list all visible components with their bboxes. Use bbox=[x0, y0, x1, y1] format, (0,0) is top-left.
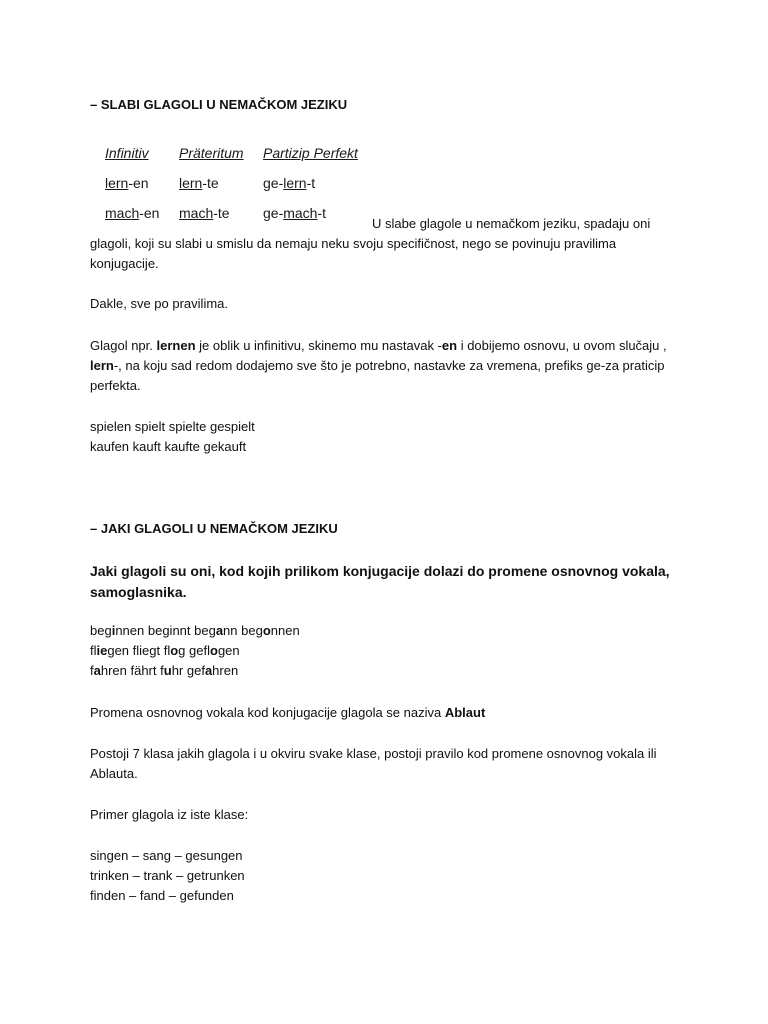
table-header-infinitiv: Infinitiv bbox=[105, 145, 149, 161]
table-cell: lern-en bbox=[105, 175, 149, 191]
table-cell: ge-mach-t bbox=[263, 205, 327, 221]
table-cell: lern-te bbox=[179, 175, 219, 191]
ablaut-example-line: fahren fährt fuhr gefahren bbox=[90, 663, 239, 678]
class-example-line: singen – sang – gesungen bbox=[90, 848, 243, 863]
classes-paragraph: Postoji 7 klasa jakih glagola i u okviru svake klase, postoji pravilo kod promene osnovnog vokala ili Ablauta. bbox=[90, 746, 657, 781]
ablaut-example-line: beginnen beginnt begann begonnen bbox=[90, 623, 300, 638]
paragraph-lernen-example: Glagol npr. lernen je oblik u infinitivu, skinemo mu nastavak -en i dobijemo osnovu, u ovom slučaju , lern-, na koju sad redom dodajemo sve što je potrebno, nastavke za vremena, prefiks ge-za praticip perfekta. bbox=[90, 338, 667, 393]
class-example-line: trinken – trank – getrunken bbox=[90, 868, 245, 883]
table-header-partizip: Partizip Perfekt bbox=[263, 145, 358, 161]
paragraph-rules: Dakle, sve po pravilima. bbox=[90, 296, 228, 311]
class-example-line: finden – fand – gefunden bbox=[90, 888, 234, 903]
table-header-prateritum: Präteritum bbox=[179, 145, 244, 161]
ablaut-example-line: fliegen fliegt flog geflogen bbox=[90, 643, 240, 658]
table-cell: ge-lern-t bbox=[263, 175, 316, 191]
intro-paragraph: glagoli, koji su slabi u smislu da nemaju neku svoju specifičnost, nego se povinuju pravilima konjugacije. bbox=[90, 236, 617, 271]
intro-first-line: U slabe glagole u nemačkom jeziku, spadaju oni bbox=[372, 216, 651, 231]
primer-label: Primer glagola iz iste klase: bbox=[90, 807, 249, 822]
section-heading-strong-verbs: – JAKI GLAGOLI U NEMAČKOM JEZIKU bbox=[90, 521, 338, 536]
table-cell: mach-te bbox=[179, 205, 230, 221]
example-line: kaufen kauft kaufte gekauft bbox=[90, 439, 247, 454]
section-heading-weak-verbs: – SLABI GLAGOLI U NEMAČKOM JEZIKU bbox=[90, 97, 348, 112]
table-cell: mach-en bbox=[105, 205, 160, 221]
conjugation-table-image bbox=[105, 143, 375, 227]
strong-verbs-definition: Jaki glagoli su oni, kod kojih prilikom konjugacije dolazi do promene osnovnog vokala, samoglasnika. bbox=[90, 563, 670, 600]
ablaut-definition: Promena osnovnog vokala kod konjugacije glagola se naziva Ablaut bbox=[90, 705, 486, 720]
example-line: spielen spielt spielte gespielt bbox=[90, 419, 255, 434]
